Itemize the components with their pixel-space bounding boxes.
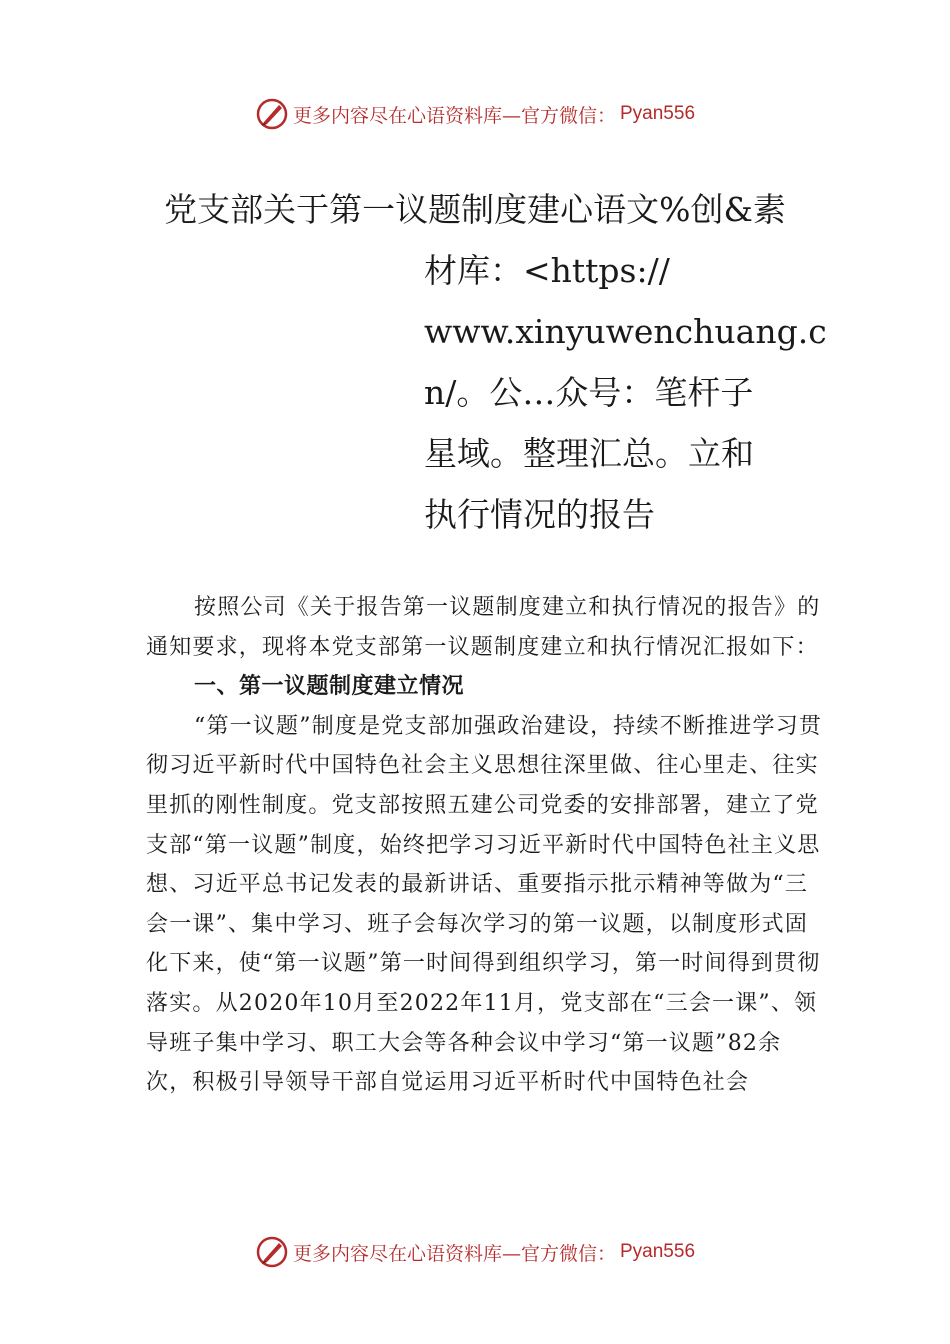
header-watermark-banner <box>0 94 950 134</box>
document-body <box>146 588 826 1103</box>
intro-paragraph: 按照公司《关于报告第一议题制度建立和执行情况的报告》的通知要求，现将本党支部第一议题制度建立和执行情况汇报如下： <box>146 595 821 660</box>
banner-wechat-handle: Pyan556 <box>620 1241 696 1262</box>
title-line: www.xinyuwenchuang.c <box>424 312 827 351</box>
title-line: 星域。整理汇总。立和 <box>424 434 754 473</box>
footer-watermark-banner <box>0 1232 950 1272</box>
document-title-continuation <box>424 240 827 545</box>
pen-logo-icon <box>255 97 289 131</box>
section-heading: 一、第一议题制度建立情况 <box>194 674 465 700</box>
banner-brand-text: 更多内容尽在心语资料库—官方微信： <box>292 1242 616 1265</box>
banner-brand-text: 更多内容尽在心语资料库—官方微信： <box>292 104 616 127</box>
document-title-line1: 党支部关于第一议题制度建心语文%创&素 <box>164 190 786 229</box>
pen-logo-icon <box>255 1235 289 1269</box>
banner-wechat-handle: Pyan556 <box>620 103 696 124</box>
title-line: 执行情况的报告 <box>424 495 655 534</box>
title-line: n/。公…众号：笔杆子 <box>424 373 754 412</box>
section-paragraph: “第一议题”制度是党支部加强政治建设，持续不断推进学习贯彻习近平新时代中国特色社会主义思想往深里做、往心里走、往实里抓的刚性制度。党支部按照五建公司党委的安排部署，建立了党支部“第一议题”制度，始终把学习习近平新时代中国特色社主义思想、习近平总书记发表的最新讲话、重要指示批示精神等做为“三会一课”、集中学习、班子会每次学习的第一议题，以制度形式固化下来，使“第一议题”第一时间得到组织学习，第一时间得到贯彻落实。从2020年10月至2022年11月，党支部在“三会一课”、领导班子集中学习、职工大会等各种会议中学习“第一议题”82余次，积极引导领导干部自觉运用习近平析时代中国特色社会 <box>146 713 823 1096</box>
title-line: 材库：<https:// <box>424 251 670 290</box>
